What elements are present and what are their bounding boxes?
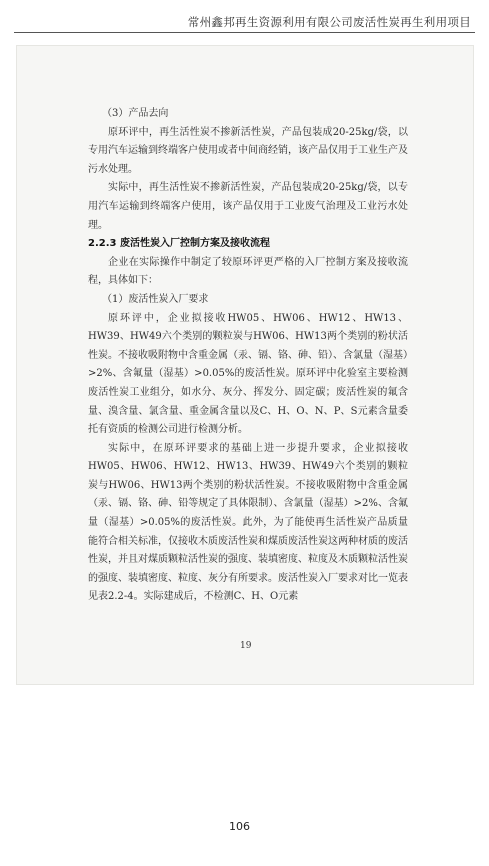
subheading-product-destination: （3）产品去向	[102, 108, 169, 119]
subheading-intake-requirements: （1）废活性炭入厂要求	[102, 293, 209, 305]
inner-page-number: 19	[240, 641, 252, 651]
header-divider	[14, 32, 475, 33]
section-heading: 2.2.3 废活性炭入厂控制方案及接收流程	[88, 238, 270, 250]
paragraph: 原环评中，再生活性炭不掺新活性炭，产品包装成20-25kg/袋，以专用汽车运输到终端客户使用或者中间商经销，该产品仅用于工业生产及污水处理。	[88, 126, 408, 175]
paragraph: 企业在实际操作中制定了较原环评更严格的入厂控制方案及接收流程，具体如下：	[88, 256, 408, 287]
page-body	[88, 105, 408, 607]
page-number: 106	[229, 820, 250, 833]
paragraph: 实际中，再生活性炭不掺新活性炭，产品包装成20-25kg/袋，以专用汽车运输到终端客户使用，该产品仅用于工业废气治理及工业污水处理。	[88, 182, 408, 231]
paragraph: 实际中，在原环评要求的基础上进一步提升要求，企业拟接收HW05、HW06、HW12、HW13、HW39、HW49六个类别的颗粒炭与HW06、HW13两个类别的粉状活性炭。不接收吸附物中含重金属（汞、镉、铬、砷、铅等规定了具体限制）、含氯量（湿基）>2%、含氟量（湿基）>0.05%的废活性炭。此外，为了能使再生活性炭产品质量能符合相关标准，仅接收木质废活性炭和煤质废活性炭这两种材质的废活性炭，并且对煤质颗粒活性炭的强度、装填密度、粒度及木质颗粒活性炭的强度、装填密度、粒度、灰分有所要求。废活性炭入厂要求对比一览表见表2.2-4。实际建成后，不检测C、H、O元素	[88, 442, 408, 603]
document-header: 常州鑫邦再生资源利用有限公司废活性炭再生利用项目	[187, 15, 471, 29]
paragraph: 原环评中，企业拟接收HW05、HW06、HW12、HW13、HW39、HW49六个类别的颗粒炭与HW06、HW13两个类别的粉状活性炭。不接收吸附物中含重金属（汞、镉、铬、砷、铅）、含氯量（湿基）>2%、含氟量（湿基）>0.05%的废活性炭。原环评中化验室主要检测废活性炭工业组分，如水分、灰分、挥发分、固定碳；废活性炭的氟含量、溴含量、氯含量、重金属含量以及C、H、O、N、P、S元素含量委托有资质的检测公司进行检测分析。	[88, 312, 408, 436]
